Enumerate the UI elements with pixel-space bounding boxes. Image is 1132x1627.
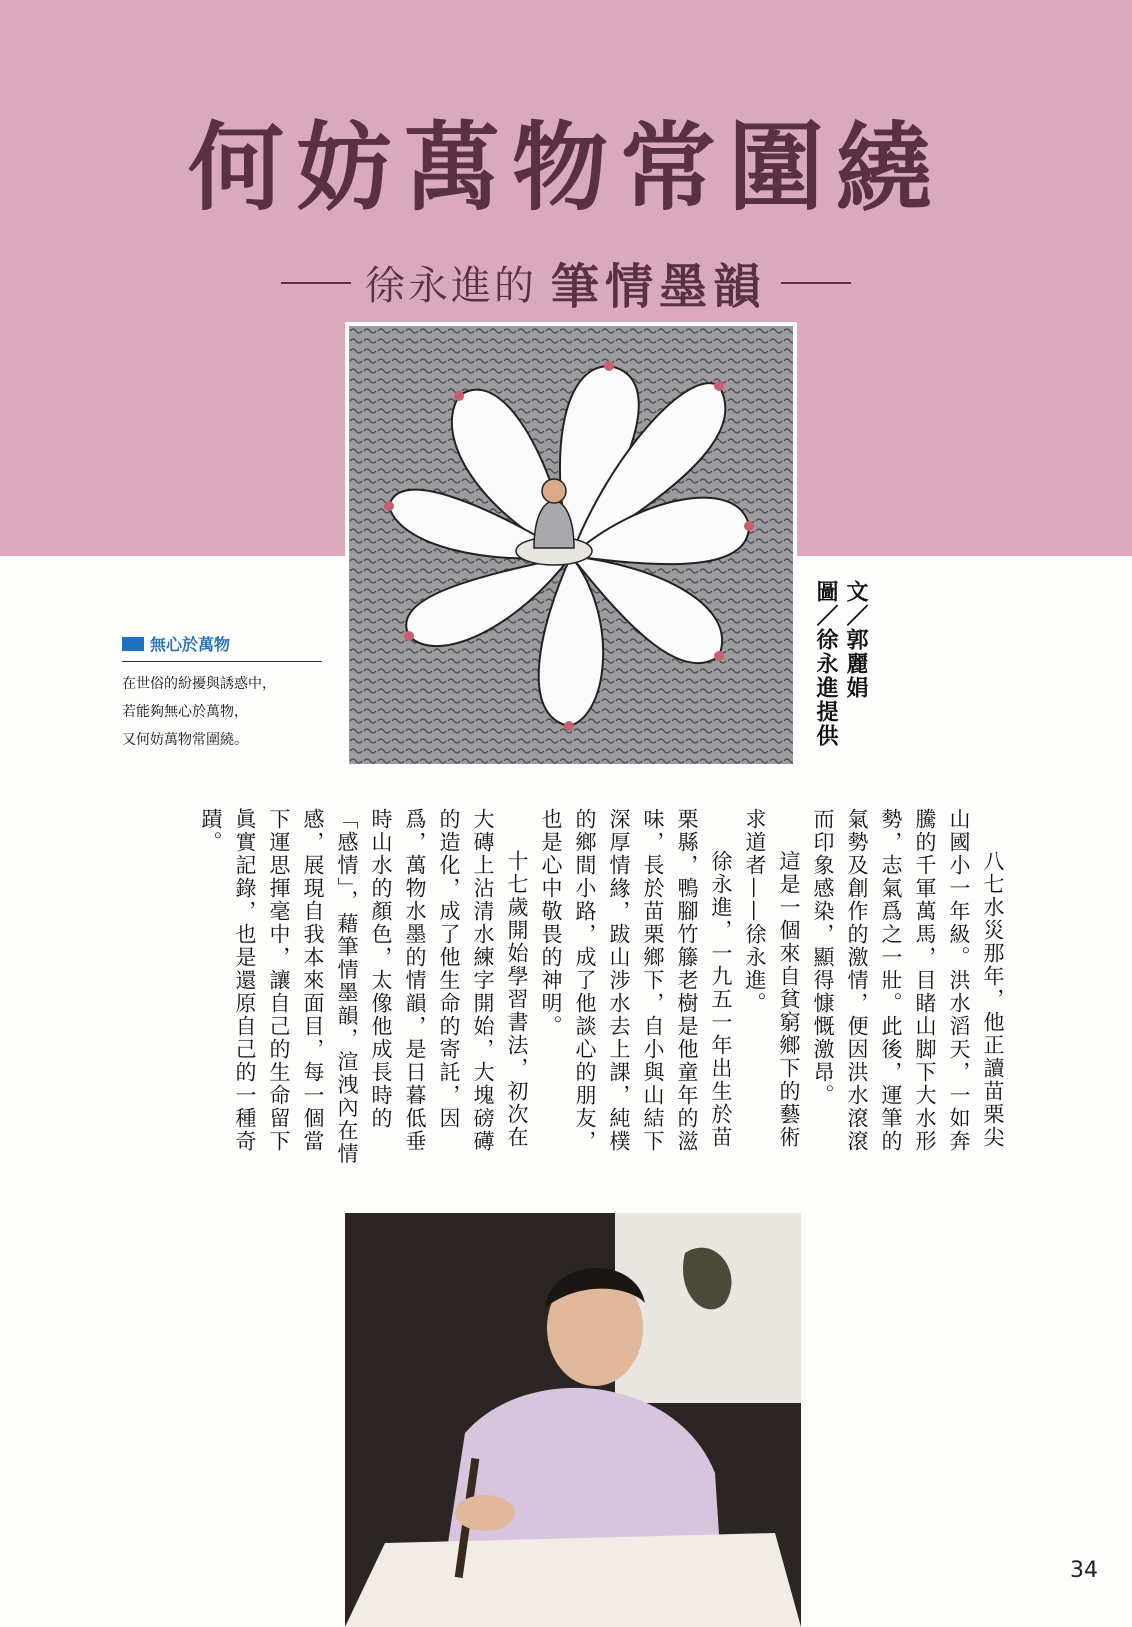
caption-line: 在世俗的紛擾與誘惑中， <box>122 676 276 692</box>
caption-block <box>122 632 322 754</box>
article-body <box>140 808 1010 1168</box>
body-paragraph: 這是一個來自貧窮鄉下的藝術求道者——徐永進。 <box>743 808 801 1149</box>
credit-image: 圖／徐永進提供 <box>813 580 838 748</box>
caption-lines <box>122 670 322 754</box>
credits <box>810 580 870 748</box>
lotus-painting <box>345 322 797 768</box>
page-number: 34 <box>1070 1558 1098 1583</box>
lotus-painting-art <box>349 326 793 764</box>
caption-line: 又何妨萬物常圍繞。 <box>122 732 248 748</box>
body-paragraph: 十七歲開始學習書法，初次在大磚上沾清水練字開始，大塊磅礡的造化，成了他生命的寄託，因爲，萬物水墨的情韻，是日暮低垂時山水的顏色，太像他成長時的「感情」，藉筆情墨韻，渲洩內在情感，展現自我本來面目，每一個當下運思揮毫中，讓自己的生命留下眞實記錄，也是還原自己的一種奇蹟。 <box>199 808 529 1166</box>
subtitle-dash-right <box>781 282 851 284</box>
subtitle-bold: 筆情墨韻 <box>550 259 767 315</box>
caption-line: 若能夠無心於萬物， <box>122 704 248 720</box>
artist-photo-art <box>345 1213 801 1627</box>
caption-head <box>122 632 322 662</box>
subtitle-prefix: 徐永進的 <box>364 263 537 309</box>
subtitle-dash-left <box>281 282 351 284</box>
body-paragraph: 八七水災那年，他正讀苗栗尖山國小一年級。洪水滔天，一如奔騰的千軍萬馬，目睹山脚下大水形勢，志氣爲之一壯。此後，運筆的氣勢及創作的激情，便因洪水滾滾而印象感染，顯得慷慨激昂。 <box>811 808 1005 1153</box>
blue-square-icon <box>122 637 144 651</box>
page-title: 何妨萬物常圍繞 <box>188 111 944 224</box>
credit-author: 文／郭麗娟 <box>843 580 868 700</box>
subtitle-row <box>0 248 1132 317</box>
caption-title: 無心於萬物 <box>150 635 231 654</box>
body-paragraph: 徐永進，一九五一年出生於苗栗縣，鴨腳竹籐老樹是他童年的滋味，長於苗栗鄉下，自小與山結下深厚情緣，跋山涉水去上課，純樸的鄉間小路，成了他談心的朋友，也是心中敬畏的神明。 <box>539 808 733 1153</box>
artist-photo <box>345 1213 801 1627</box>
